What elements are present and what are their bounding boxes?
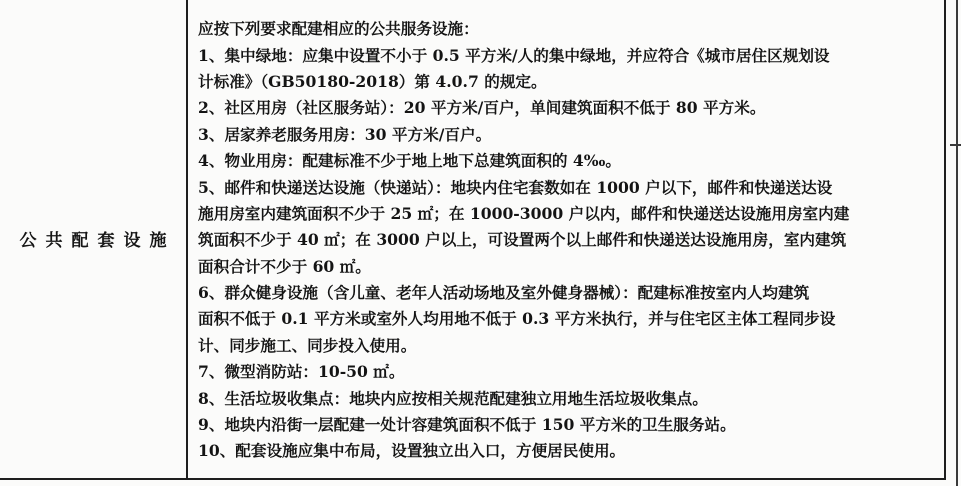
item-9-line-1: 9、地块内沿街一层配建一处计容建筑面积不低于 150 平方米的卫生服务站。: [198, 415, 736, 435]
item-5-line-3: 筑面积不少于 40 ㎡；在 3000 户以上，可设置两个以上邮件和快递送达设施用房，室内建筑: [198, 230, 847, 250]
item-5-line-4: 面积合计不少于 60 ㎡。: [198, 256, 371, 276]
item-8-line-1: 8、生活垃圾收集点：地块内应按相关规范配建独立用地生活垃圾收集点。: [198, 388, 708, 408]
item-1-line-2: 计标准》（GB50180-2018）第 4.0.7 的规定。: [198, 71, 547, 91]
item-3-line-1: 3、居家养老服务用房：30 平方米/百户。: [198, 124, 492, 144]
item-6-line-2: 面积不低于 0.1 平方米或室外人均用地不低于 0.3 平方米执行，并与住宅区主体工程同步设: [198, 309, 836, 329]
item-1-line-1: 1、集中绿地：应集中设置不小于 0.5 平方米/人的集中绿地，并应符合《城市居住区规划设: [198, 45, 830, 65]
adjacent-table-divider: [950, 144, 961, 146]
adjacent-table-border: [956, 0, 958, 486]
item-7-line-1: 7、微型消防站：10-50 ㎡。: [198, 362, 405, 382]
item-10-line-1: 10、配套设施应集中布局，设置独立出入口，方便居民使用。: [198, 441, 626, 461]
item-4-line-1: 4、物业用房：配建标准不少于地上地下总建筑面积的 4‰。: [198, 151, 621, 171]
item-5-line-2: 施用房室内建筑面积不少于 25 ㎡；在 1000-3000 户以内，邮件和快递送达设施用房室内建: [198, 203, 850, 223]
item-5-line-1: 5、邮件和快递送达设施（快递站）：地块内住宅套数如在 1000 户以下，邮件和快递送达设: [198, 177, 833, 197]
intro-line: 应按下列要求配建相应的公共服务设施：: [198, 19, 479, 39]
row-label: 公共配套设施: [19, 230, 176, 251]
item-2-line-1: 2、社区用房（社区服务站）：20 平方米/百户，单间建筑面积不低于 80 平方米。: [198, 98, 766, 118]
row-content-cell: [187, 0, 945, 479]
row-label-cell: [0, 0, 187, 479]
requirements-text: [188, 11, 944, 465]
item-6-line-3: 计、同步施工、同步投入使用。: [198, 335, 417, 355]
item-6-line-1: 6、群众健身设施（含儿童、老年人活动场地及室外健身器械）：配建标准按室内人均建筑: [198, 283, 810, 303]
